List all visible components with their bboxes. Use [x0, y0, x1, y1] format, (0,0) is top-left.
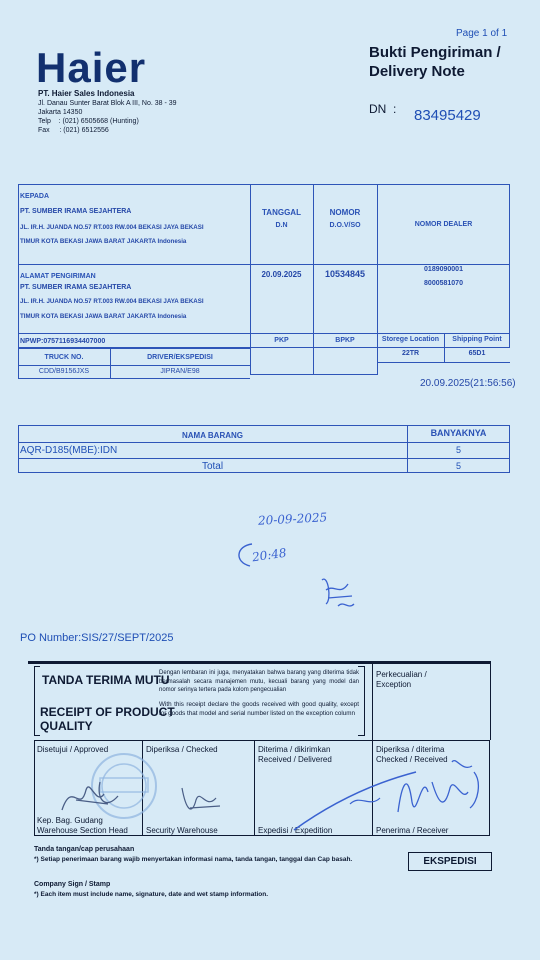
alamat-name: PT. SUMBER IRAMA SEJAHTERA — [20, 284, 132, 291]
dn-label: DN : — [369, 102, 397, 116]
divider — [250, 374, 378, 375]
divider — [28, 661, 491, 664]
sig-checked-role: Security Warehouse — [146, 826, 218, 835]
company-address-line1: Jl. Danau Sunter Barat Blok A III, No. 38 - 39 — [38, 100, 177, 107]
storage-location-label: Storege Location — [381, 336, 440, 343]
sig-checked-title: Diperiksa / Checked — [146, 745, 218, 754]
company-name: PT. Haier Sales Indonesia — [38, 89, 135, 98]
divider — [18, 365, 250, 366]
bpkp-label: BPKP — [335, 337, 355, 344]
note1-title: Tanda tangan/cap perusahaan — [34, 846, 135, 853]
kepada-address-line2: TIMUR KOTA BEKASI JAWA BARAT JAKARTA Indonesia — [20, 238, 187, 245]
time-scribble — [230, 540, 260, 570]
total-label: Total — [201, 461, 224, 472]
exception-label-line1: Perkecualian / — [376, 670, 427, 679]
tanda-terima-text: Dengan lembaran ini juga, menyatakan bahwa barang yang diterima tidak bermasalah secara manajemen mutu, kecuali barang yang model dan nomor serinya tertera pada kolom pengecualian — [159, 670, 359, 693]
divider — [372, 664, 373, 740]
nomor-label: NOMOR — [329, 208, 361, 217]
divider — [18, 458, 510, 459]
divider — [490, 664, 491, 740]
sig-delivered-title2: Received / Delivered — [258, 755, 332, 764]
haier-logo: Haier — [36, 44, 147, 91]
handwritten-time: 20:48 — [251, 545, 288, 565]
page-indicator: Page 1 of 1 — [456, 28, 508, 39]
divider — [34, 735, 40, 736]
storage-location-value: 22TR — [401, 350, 420, 357]
sig-delivered-title1: Diterima / dikirimkan — [258, 745, 331, 754]
divider — [377, 362, 510, 363]
item-qty: 5 — [455, 445, 461, 455]
exception-label-line2: Exception — [376, 680, 412, 689]
note2-title: Company Sign / Stamp — [34, 881, 111, 888]
divider — [377, 184, 378, 374]
alamat-address-line1: JL. IR.H. JUANDA NO.57 RT.003 RW.004 BEKASI JAYA BEKASI — [20, 298, 204, 305]
pkp-label: PKP — [274, 337, 289, 344]
truck-value: CDD/B9156JXS — [38, 368, 90, 375]
copy-label-ekspedisi: EKSPEDISI — [408, 852, 492, 871]
divider — [18, 264, 510, 265]
doc-title-line1: Bukti Pengiriman / — [369, 44, 501, 61]
dealer-label: NOMOR DEALER — [414, 221, 473, 228]
shipping-point-label: Shipping Point — [452, 336, 502, 343]
divider — [34, 666, 35, 736]
sig-receiver-role: Penerima / Receiver — [376, 826, 449, 835]
dealer-number-value1: 0189090001 — [424, 266, 463, 273]
order-number-value: 10534845 — [324, 269, 366, 279]
company-address-line2: Jakarta 14350 — [38, 109, 83, 116]
dn-date-value: 20.09.2025 — [261, 270, 302, 279]
divider — [358, 735, 364, 736]
truck-label: TRUCK NO. — [44, 354, 84, 361]
sig-receiver-title1: Diperiksa / diterima — [376, 745, 445, 754]
receipt-text: With this receipt declare the goods received with good quality, except for goods that model and serial number listed on the exception column — [159, 701, 359, 717]
dealer-number-value2: 8000581070 — [424, 280, 463, 287]
npwp-value: NPWP:0757116934407000 — [20, 338, 106, 345]
divider — [358, 666, 364, 667]
kepada-label: KEPADA — [20, 193, 50, 200]
kepada-address-line1: JL. IR.H. JUANDA NO.57 RT.003 RW.004 BEKASI JAYA BEKASI — [20, 224, 204, 231]
nomor-sub: D.O.V/SO — [329, 222, 361, 229]
checked-signature — [176, 780, 226, 820]
divider — [18, 442, 510, 443]
total-qty: 5 — [455, 461, 461, 471]
approved-signature — [56, 770, 126, 820]
sig-approved-role2: Warehouse Section Head — [37, 826, 128, 835]
driver-value: JIPRAN/E98 — [160, 368, 200, 375]
divider — [364, 666, 365, 736]
doc-title-line2: Delivery Note — [369, 63, 465, 80]
receiver-signature — [392, 752, 492, 832]
company-telp: Telp : (021) 6505668 (Hunting) — [38, 118, 139, 125]
tanggal-label: TANGGAL — [262, 208, 301, 217]
driver-label: DRIVER/EKSPEDISI — [147, 354, 213, 361]
sig-receiver-title2: Checked / Received — [376, 755, 448, 764]
col-banyaknya: BANYAKNYA — [430, 428, 487, 438]
handwritten-date: 20-09-2025 — [257, 510, 328, 528]
po-number: PO Number:SIS/27/SEPT/2025 — [20, 632, 174, 644]
sig-delivered-role: Expedisi / Expedition — [258, 826, 333, 835]
divider — [18, 348, 250, 349]
tanda-terima-title: TANDA TERIMA MUTU — [42, 673, 170, 687]
divider — [18, 333, 510, 334]
alamat-address-line2: TIMUR KOTA BEKASI JAWA BARAT JAKARTA Indonesia — [20, 313, 187, 320]
alamat-label: ALAMAT PENGIRIMAN — [20, 273, 96, 280]
note2-text: *) Each item must include name, signature, date and wet stamp information. — [34, 891, 269, 898]
company-fax: Fax : (021) 6512556 — [38, 127, 109, 134]
item-name: AQR-D185(MBE):IDN — [20, 445, 118, 456]
sig-approved-role1: Kep. Bag. Gudang — [37, 816, 103, 825]
receipt-title-line2: QUALITY — [40, 719, 93, 733]
note1-text: *) Setiap penerimaan barang wajib menyertakan informasi nama, tanda tangan, tanggal dan Cap basah. — [34, 856, 353, 863]
shipping-point-value: 65D1 — [468, 350, 486, 357]
tanggal-sub: D.N — [275, 222, 288, 229]
divider — [254, 740, 255, 836]
handwritten-initial-signature — [318, 570, 358, 610]
col-nama-barang: NAMA BARANG — [181, 431, 244, 440]
divider — [18, 378, 250, 379]
sig-approved-title: Disetujui / Approved — [37, 745, 109, 754]
dn-number: 83495429 — [414, 107, 481, 124]
receipt-title-line1: RECEIPT OF PRODUCT — [40, 705, 175, 719]
divider — [34, 666, 40, 667]
print-timestamp: 20.09.2025(21:56:56) — [420, 378, 516, 389]
kepada-name: PT. SUMBER IRAMA SEJAHTERA — [20, 208, 132, 215]
